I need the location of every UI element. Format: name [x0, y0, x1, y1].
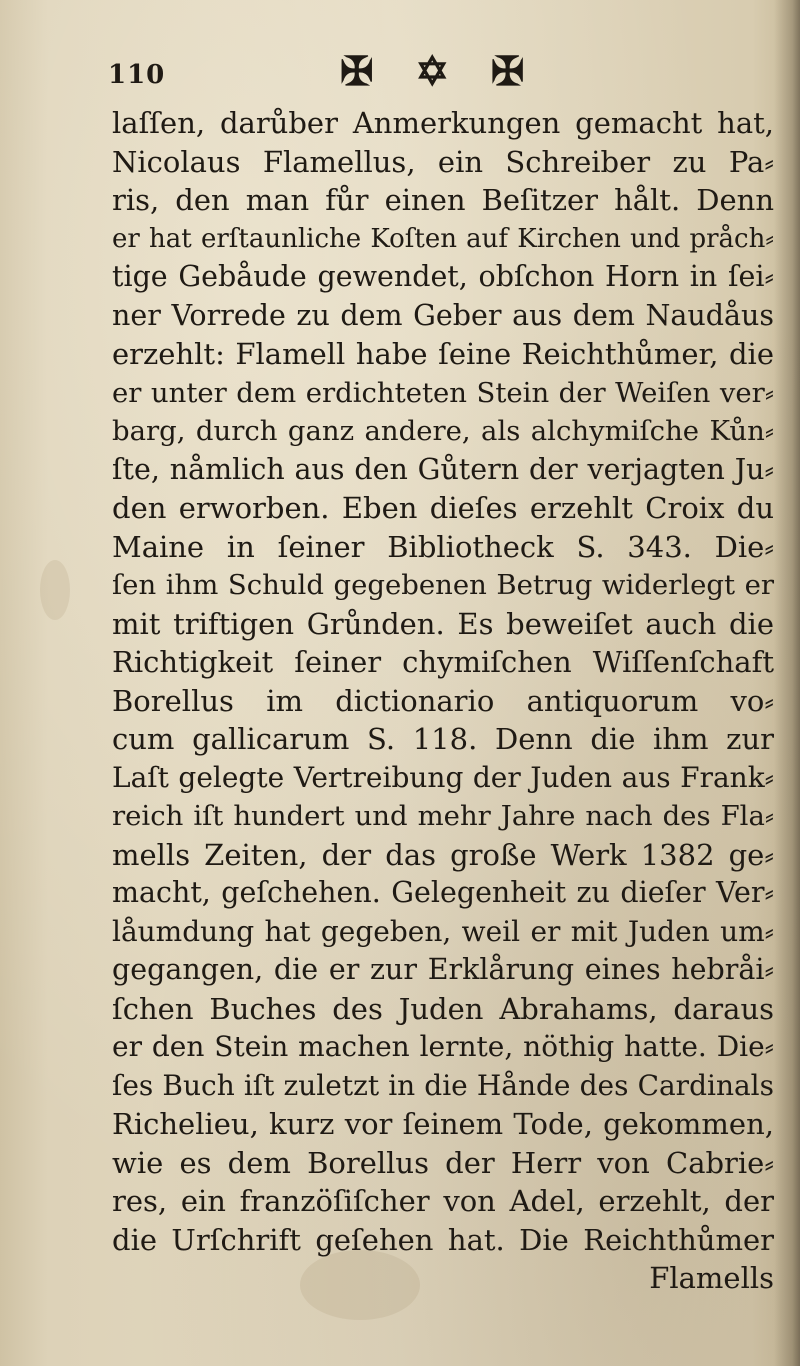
text-line: res, ein franzöſiſcher von Adel, erzehlt, der — [112, 1184, 774, 1218]
page-edge-shadow — [774, 0, 800, 1366]
page-header — [108, 48, 648, 100]
text-line: barg, durch ganz andere, als alchymiſche Kůn⸗ — [112, 415, 774, 447]
text-line: den erworben. Eben dieſes erzehlt Croix du — [112, 491, 774, 525]
text-line: reich iſt hundert und mehr Jahre nach des Fla⸗ — [112, 800, 774, 832]
text-line: ner Vorrede zu dem Geber aus dem Naudåus — [112, 298, 774, 332]
text-line: mit triftigen Grůnden. Es beweiſet auch die — [112, 606, 774, 641]
text-line: er hat erſtaunliche Koſten auf Kirchen und pråch⸗ — [112, 223, 774, 254]
text-line: ſte, nåmlich aus den Gůtern der verjagten Ju⸗ — [112, 452, 774, 486]
catchword: Flamells — [649, 1261, 774, 1295]
text-line: mells Zeiten, der das große Werk 1382 ge⸗ — [112, 837, 774, 872]
text-line: ſchen Buches des Juden Abrahams, daraus — [112, 991, 774, 1026]
page-number: 110 — [108, 60, 166, 90]
text-line: erzehlt: Flamell habe ſeine Reichthůmer, die — [112, 337, 774, 371]
text-line: cum gallicarum S. 118. Denn die ihm zur — [112, 722, 774, 756]
text-line: er den Stein machen lernte, nöthig hatte. Die⸗ — [112, 1030, 774, 1063]
text-line: Borellus im dictionario antiquorum vo⸗ — [112, 683, 774, 718]
header-ornament: ✠ ✡ ✠ — [340, 48, 539, 95]
text-line: Maine in ſeiner Bibliotheck S. 343. Die⸗ — [112, 529, 774, 564]
text-line: ris, den man fůr einen Beſitzer hålt. Denn — [112, 183, 774, 217]
text-line: er unter dem erdichteten Stein der Weiſen ver⸗ — [112, 376, 774, 409]
text-line: wie es dem Borellus der Herr von Cabrie⸗ — [112, 1145, 774, 1180]
text-line: Laſt gelegte Vertreibung der Juden aus Frank⸗ — [112, 760, 774, 794]
text-line: tige Gebåude gewendet, obſchon Horn in ſei⸗ — [112, 260, 774, 293]
text-line: macht, geſchehen. Gelegenheit zu dieſer Ver⸗ — [112, 876, 774, 909]
text-line: die Urſchrift geſehen hat. Die Reichthůmer — [112, 1222, 774, 1257]
text-line: ſes Buch iſt zuletzt in die Hånde des Cardinals — [112, 1068, 774, 1102]
text-line: laſſen, darůber Anmerkungen gemacht hat, — [112, 106, 774, 140]
text-line: ſen ihm Schuld gegebenen Betrug widerlegt er — [112, 569, 774, 601]
paper-stain — [40, 560, 70, 620]
text-line: Nicolaus Flamellus, ein Schreiber zu Pa⸗ — [112, 144, 774, 179]
text-line: Richelieu, kurz vor ſeinem Tode, gekommen, — [112, 1107, 774, 1141]
text-line: Richtigkeit ſeiner chymiſchen Wiſſenſchaft — [112, 645, 774, 679]
text-line: låumdung hat gegeben, weil er mit Juden um⸗ — [112, 914, 774, 948]
body-text — [112, 104, 774, 1298]
text-line: gegangen, die er zur Erklårung eines hebråi⸗ — [112, 953, 774, 986]
